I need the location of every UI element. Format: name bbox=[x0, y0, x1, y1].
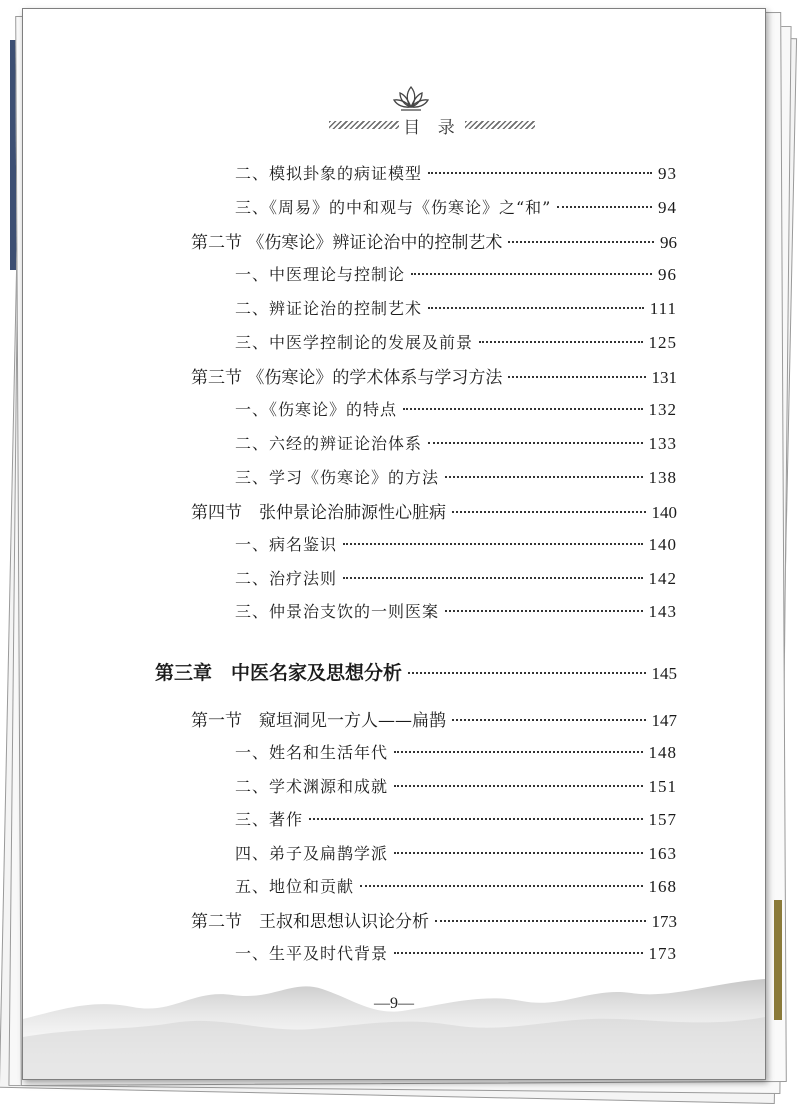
toc-entry-title: 二、学术渊源和成就 bbox=[235, 777, 389, 796]
toc-entry bbox=[235, 330, 677, 353]
leader-dots bbox=[428, 442, 642, 444]
leader-dots bbox=[428, 307, 644, 309]
leader-dots bbox=[343, 577, 642, 579]
leader-dots bbox=[452, 719, 646, 721]
toc-entry-page: 140 bbox=[651, 503, 677, 522]
toc-entry-page: 148 bbox=[648, 743, 677, 762]
toc-entry bbox=[235, 807, 677, 830]
toc-entry-title: 三、著作 bbox=[235, 810, 304, 829]
toc-entry-page: 96 bbox=[658, 265, 677, 284]
leader-dots bbox=[452, 511, 646, 513]
toc-entry-page: 93 bbox=[658, 164, 677, 183]
toc-entry-page: 143 bbox=[648, 602, 677, 621]
toc-entry bbox=[235, 195, 677, 218]
page-title: 目 录 bbox=[403, 118, 461, 138]
header-ornament-right bbox=[465, 121, 535, 129]
toc-entry-section bbox=[191, 228, 677, 253]
leader-dots bbox=[428, 172, 652, 174]
leader-dots bbox=[309, 818, 642, 820]
toc-entry bbox=[235, 161, 677, 184]
toc-entry bbox=[235, 465, 677, 488]
toc-entry-section bbox=[191, 907, 677, 932]
toc-entry bbox=[235, 774, 677, 797]
toc-entry-page: 132 bbox=[648, 400, 677, 419]
toc-entry-page: 173 bbox=[651, 912, 677, 931]
toc-entry-title: 二、治疗法则 bbox=[235, 569, 338, 588]
toc-entry-page: 157 bbox=[648, 810, 677, 829]
toc-entry-title: 一、《伤寒论》的特点 bbox=[235, 400, 398, 419]
leader-dots bbox=[445, 476, 642, 478]
book-edge-right bbox=[774, 900, 782, 1020]
toc-entry-title: 第三节 《伤寒论》的学术体系与学习方法 bbox=[191, 368, 503, 388]
toc-entry-page: 111 bbox=[649, 299, 677, 318]
toc-entry-page: 94 bbox=[658, 198, 677, 217]
mountain-ink-decoration bbox=[23, 959, 765, 1079]
toc-entry-page: 142 bbox=[648, 569, 677, 588]
leader-dots bbox=[403, 408, 642, 410]
toc-entry-title: 第二节 《伤寒论》辨证论治中的控制艺术 bbox=[191, 233, 503, 253]
leader-dots bbox=[479, 341, 642, 343]
toc-entry bbox=[235, 532, 677, 555]
toc-entry-page: 133 bbox=[648, 434, 677, 453]
toc-entry bbox=[235, 874, 677, 897]
toc-entry bbox=[235, 397, 677, 420]
toc-entry-page: 163 bbox=[648, 844, 677, 863]
toc-entry-title: 一、生平及时代背景 bbox=[235, 944, 389, 963]
toc-entry bbox=[235, 740, 677, 763]
toc-entry-title: 四、弟子及扁鹊学派 bbox=[235, 844, 389, 863]
toc-entry-section bbox=[191, 363, 677, 388]
lotus-icon bbox=[391, 83, 431, 113]
leader-dots bbox=[394, 751, 642, 753]
leader-dots bbox=[445, 610, 642, 612]
toc-entry-section bbox=[191, 498, 677, 523]
toc-entry-title: 第二节 王叔和思想认识论分析 bbox=[191, 912, 429, 932]
toc-entry-title: 二、模拟卦象的病证模型 bbox=[235, 164, 423, 183]
toc-entry-title: 二、辨证论治的控制艺术 bbox=[235, 299, 423, 318]
toc-entry-page: 138 bbox=[648, 468, 677, 487]
toc-entry bbox=[235, 431, 677, 454]
leader-dots bbox=[394, 952, 642, 954]
toc-entry-page: 145 bbox=[651, 664, 677, 683]
toc-entry-page: 125 bbox=[648, 333, 677, 352]
leader-dots bbox=[411, 273, 652, 275]
toc-entry-title: 五、地位和贡献 bbox=[235, 877, 355, 896]
leader-dots bbox=[343, 543, 642, 545]
toc-entry-chapter bbox=[155, 658, 677, 685]
toc-entry-title: 三、中医学控制论的发展及前景 bbox=[235, 333, 474, 352]
toc-entry-page: 131 bbox=[651, 368, 677, 387]
toc-entry-title: 三、《周易》的中和观与《伤寒论》之“和” bbox=[235, 198, 552, 217]
header-ornament-left bbox=[329, 121, 399, 129]
toc-entry-page: 151 bbox=[648, 777, 677, 796]
leader-dots bbox=[508, 376, 645, 378]
toc-entry-title: 三、学习《伤寒论》的方法 bbox=[235, 468, 440, 487]
toc-entry-section bbox=[191, 706, 677, 731]
page-number: —9— bbox=[374, 995, 414, 1012]
toc-entry-title: 第四节 张仲景论治肺源性心脏病 bbox=[191, 503, 446, 523]
leader-dots bbox=[360, 885, 642, 887]
toc-entry bbox=[235, 262, 677, 285]
toc-entry bbox=[235, 841, 677, 864]
toc-entry-page: 168 bbox=[648, 877, 677, 896]
toc-entry bbox=[235, 566, 677, 589]
toc-entry-title: 一、中医理论与控制论 bbox=[235, 265, 406, 284]
toc-entry bbox=[235, 296, 677, 319]
toc-entry-page: 140 bbox=[648, 535, 677, 554]
leader-dots bbox=[508, 241, 654, 243]
toc-entry-title: 第一节 窥垣洞见一方人——扁鹊 bbox=[191, 711, 446, 731]
leader-dots bbox=[394, 852, 642, 854]
toc-entry-page: 173 bbox=[648, 944, 677, 963]
toc-entry-title: 三、仲景治支饮的一则医案 bbox=[235, 602, 440, 621]
leader-dots bbox=[394, 785, 642, 787]
toc-page bbox=[22, 8, 766, 1080]
leader-dots bbox=[557, 206, 652, 208]
toc-header bbox=[23, 113, 765, 137]
toc-entry-title: 一、姓名和生活年代 bbox=[235, 743, 389, 762]
leader-dots bbox=[408, 672, 645, 674]
toc-entry-title: 第三章 中医名家及思想分析 bbox=[155, 662, 403, 684]
toc-entry-title: 二、六经的辨证论治体系 bbox=[235, 434, 423, 453]
toc-entry-page: 147 bbox=[651, 711, 677, 730]
leader-dots bbox=[435, 920, 646, 922]
toc-entry bbox=[235, 599, 677, 622]
toc-entry-page: 96 bbox=[660, 233, 677, 252]
toc-entry-title: 一、病名鉴识 bbox=[235, 535, 338, 554]
